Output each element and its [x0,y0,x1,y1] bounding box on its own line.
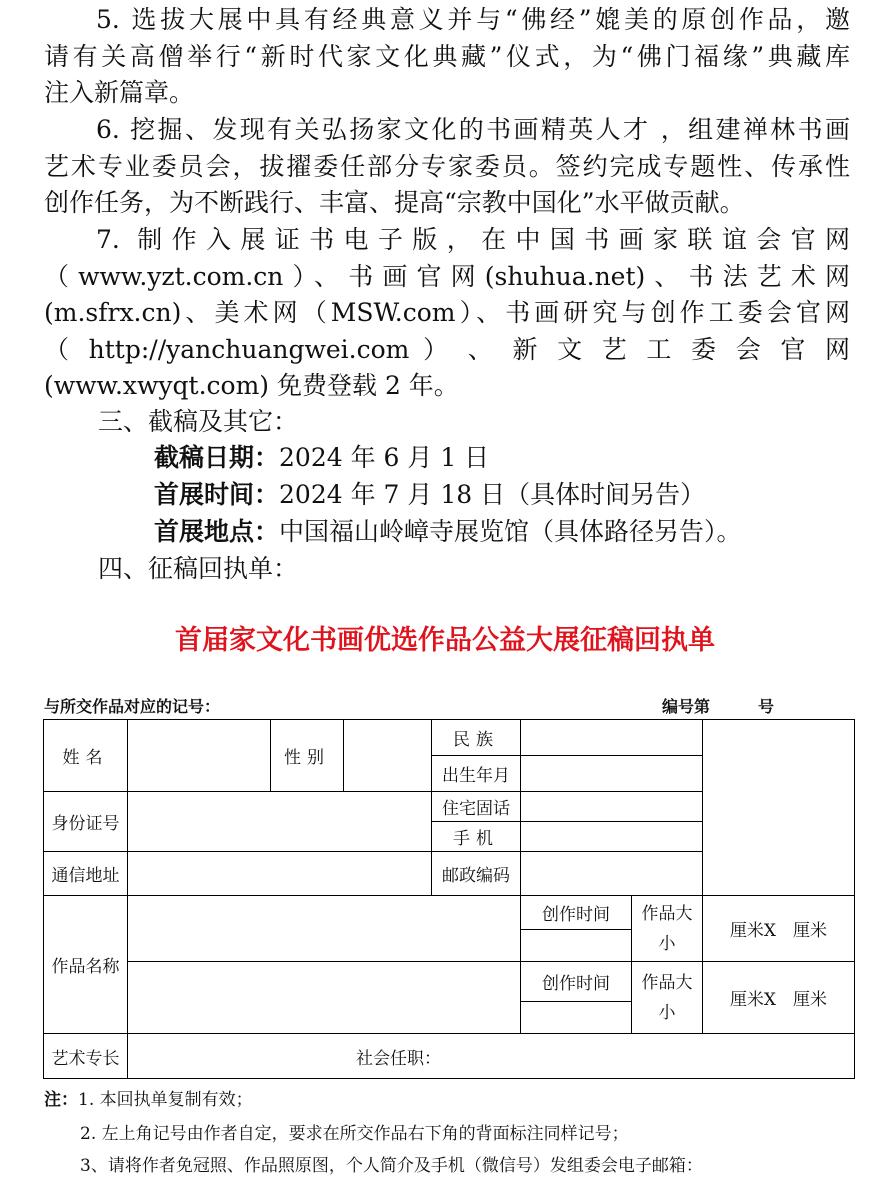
opening-row [154,477,705,513]
paragraph-line: 请有关高僧举行“新时代家文化典藏”仪式，为“佛门福缘”典藏库 [44,41,850,71]
paragraph-line: (www.xwyqt.com) 免费登载 2 年。 [44,371,459,400]
section-4-heading: 四、征稿回执单： [98,554,299,583]
paragraph-line: 艺术专业委员会，拔擢委任部分专家委员。签约完成专题性、传承性 [44,151,850,181]
home-phone-label: 住宅固话 [432,792,521,822]
paragraph-line: （www.yzt.com.cn）、书画官网(shuhua.net)、书法艺术网 [44,261,850,291]
form-title: 首届家文化书画优选作品公益大展征稿回执单 [175,625,715,656]
work-size-label: 作品大小 [632,962,703,1034]
deadline-value: 2024 年 6 月 1 日 [279,443,490,472]
number-label: 编号第 号 [662,697,775,716]
home-phone-field[interactable] [521,792,703,822]
name-field[interactable] [128,720,271,792]
mark-label: 与所交作品对应的记号： [44,697,221,716]
name-label: 姓名 [44,720,128,792]
work-title-field-2[interactable] [128,962,521,1034]
specialty-label: 艺术专长 [44,1034,128,1079]
address-field[interactable] [128,852,432,896]
creation-time-label: 创作时间 [521,962,632,1002]
mobile-field[interactable] [521,822,703,852]
paragraph-line: 注入新篇章。 [44,78,195,107]
receipt-form-table [43,719,855,1079]
opening-label: 首展时间： [154,480,280,509]
paragraph-line: 创作任务，为不断践行、丰富、提高“宗教中国化”水平做贡献。 [44,188,745,217]
note-text: 1. 本回执单复制有效； [78,1090,253,1110]
creation-time-field-2[interactable] [521,1002,632,1034]
paragraph-line: （ http://yanchuangwei.com ） 、 新 文 艺 工 委 会 官 网 [44,334,850,364]
birth-label: 出生年月 [432,756,521,792]
social-position-field[interactable] [128,1034,855,1079]
mobile-label: 手机 [432,822,521,852]
work-title-label: 作品名称 [44,896,128,1034]
gender-label: 性别 [271,720,344,792]
notes-prefix: 注： [44,1090,78,1110]
venue-label: 首展地点： [154,517,280,546]
paragraph-6 [44,112,850,222]
paragraph-line: 7. 制作入展证书电子版，在中国书画家联谊会官网 [96,225,850,254]
note-3: 3、请将作者免冠照、作品照原图，个人简介及手机（微信号）发组委会电子邮箱： [80,1156,703,1176]
ethnicity-field[interactable] [521,720,703,756]
gender-field[interactable] [344,720,432,792]
size-unit-1: 厘米X 厘米 [703,896,855,962]
note-1 [44,1088,253,1112]
venue-value: 中国福山岭嶂寺展览馆（具体路径另告）。 [279,517,742,546]
deadline-label: 截稿日期： [154,443,280,472]
birth-field[interactable] [521,756,703,792]
section-3-heading: 三、截稿及其它： [98,407,299,436]
paragraph-line: (m.sfrx.cn)、美术网（MSW.com）、书画研究与创作工委会官网 [44,298,850,327]
work-size-label: 作品大小 [632,896,703,962]
size-unit-2: 厘米X 厘米 [703,962,855,1034]
paragraph-line: 5. 选拔大展中具有经典意义并与“佛经”媲美的原创作品，邀 [96,5,850,34]
id-number-field[interactable] [128,792,432,852]
address-label: 通信地址 [44,852,128,896]
paragraph-7 [44,222,850,405]
creation-time-label: 创作时间 [521,896,632,930]
postcode-field[interactable] [521,852,703,896]
paragraph-5 [44,2,850,112]
work-title-field-1[interactable] [128,896,521,962]
opening-value: 2024 年 7 月 18 日（具体时间另告） [279,480,706,509]
social-position-label: 社会任职： [356,1048,441,1069]
photo-box[interactable] [703,720,855,896]
postcode-label: 邮政编码 [432,852,521,896]
deadline-row [154,440,489,476]
venue-row [154,514,742,550]
ethnicity-label: 民族 [432,720,521,756]
id-number-label: 身份证号 [44,792,128,852]
creation-time-field-1[interactable] [521,930,632,962]
note-2: 2. 左上角记号由作者自定，要求在所交作品右下角的背面标注同样记号； [80,1124,629,1144]
paragraph-line: 6. 挖掘、发现有关弘扬家文化的书画精英人才 ，组建禅林书画 [96,115,850,144]
